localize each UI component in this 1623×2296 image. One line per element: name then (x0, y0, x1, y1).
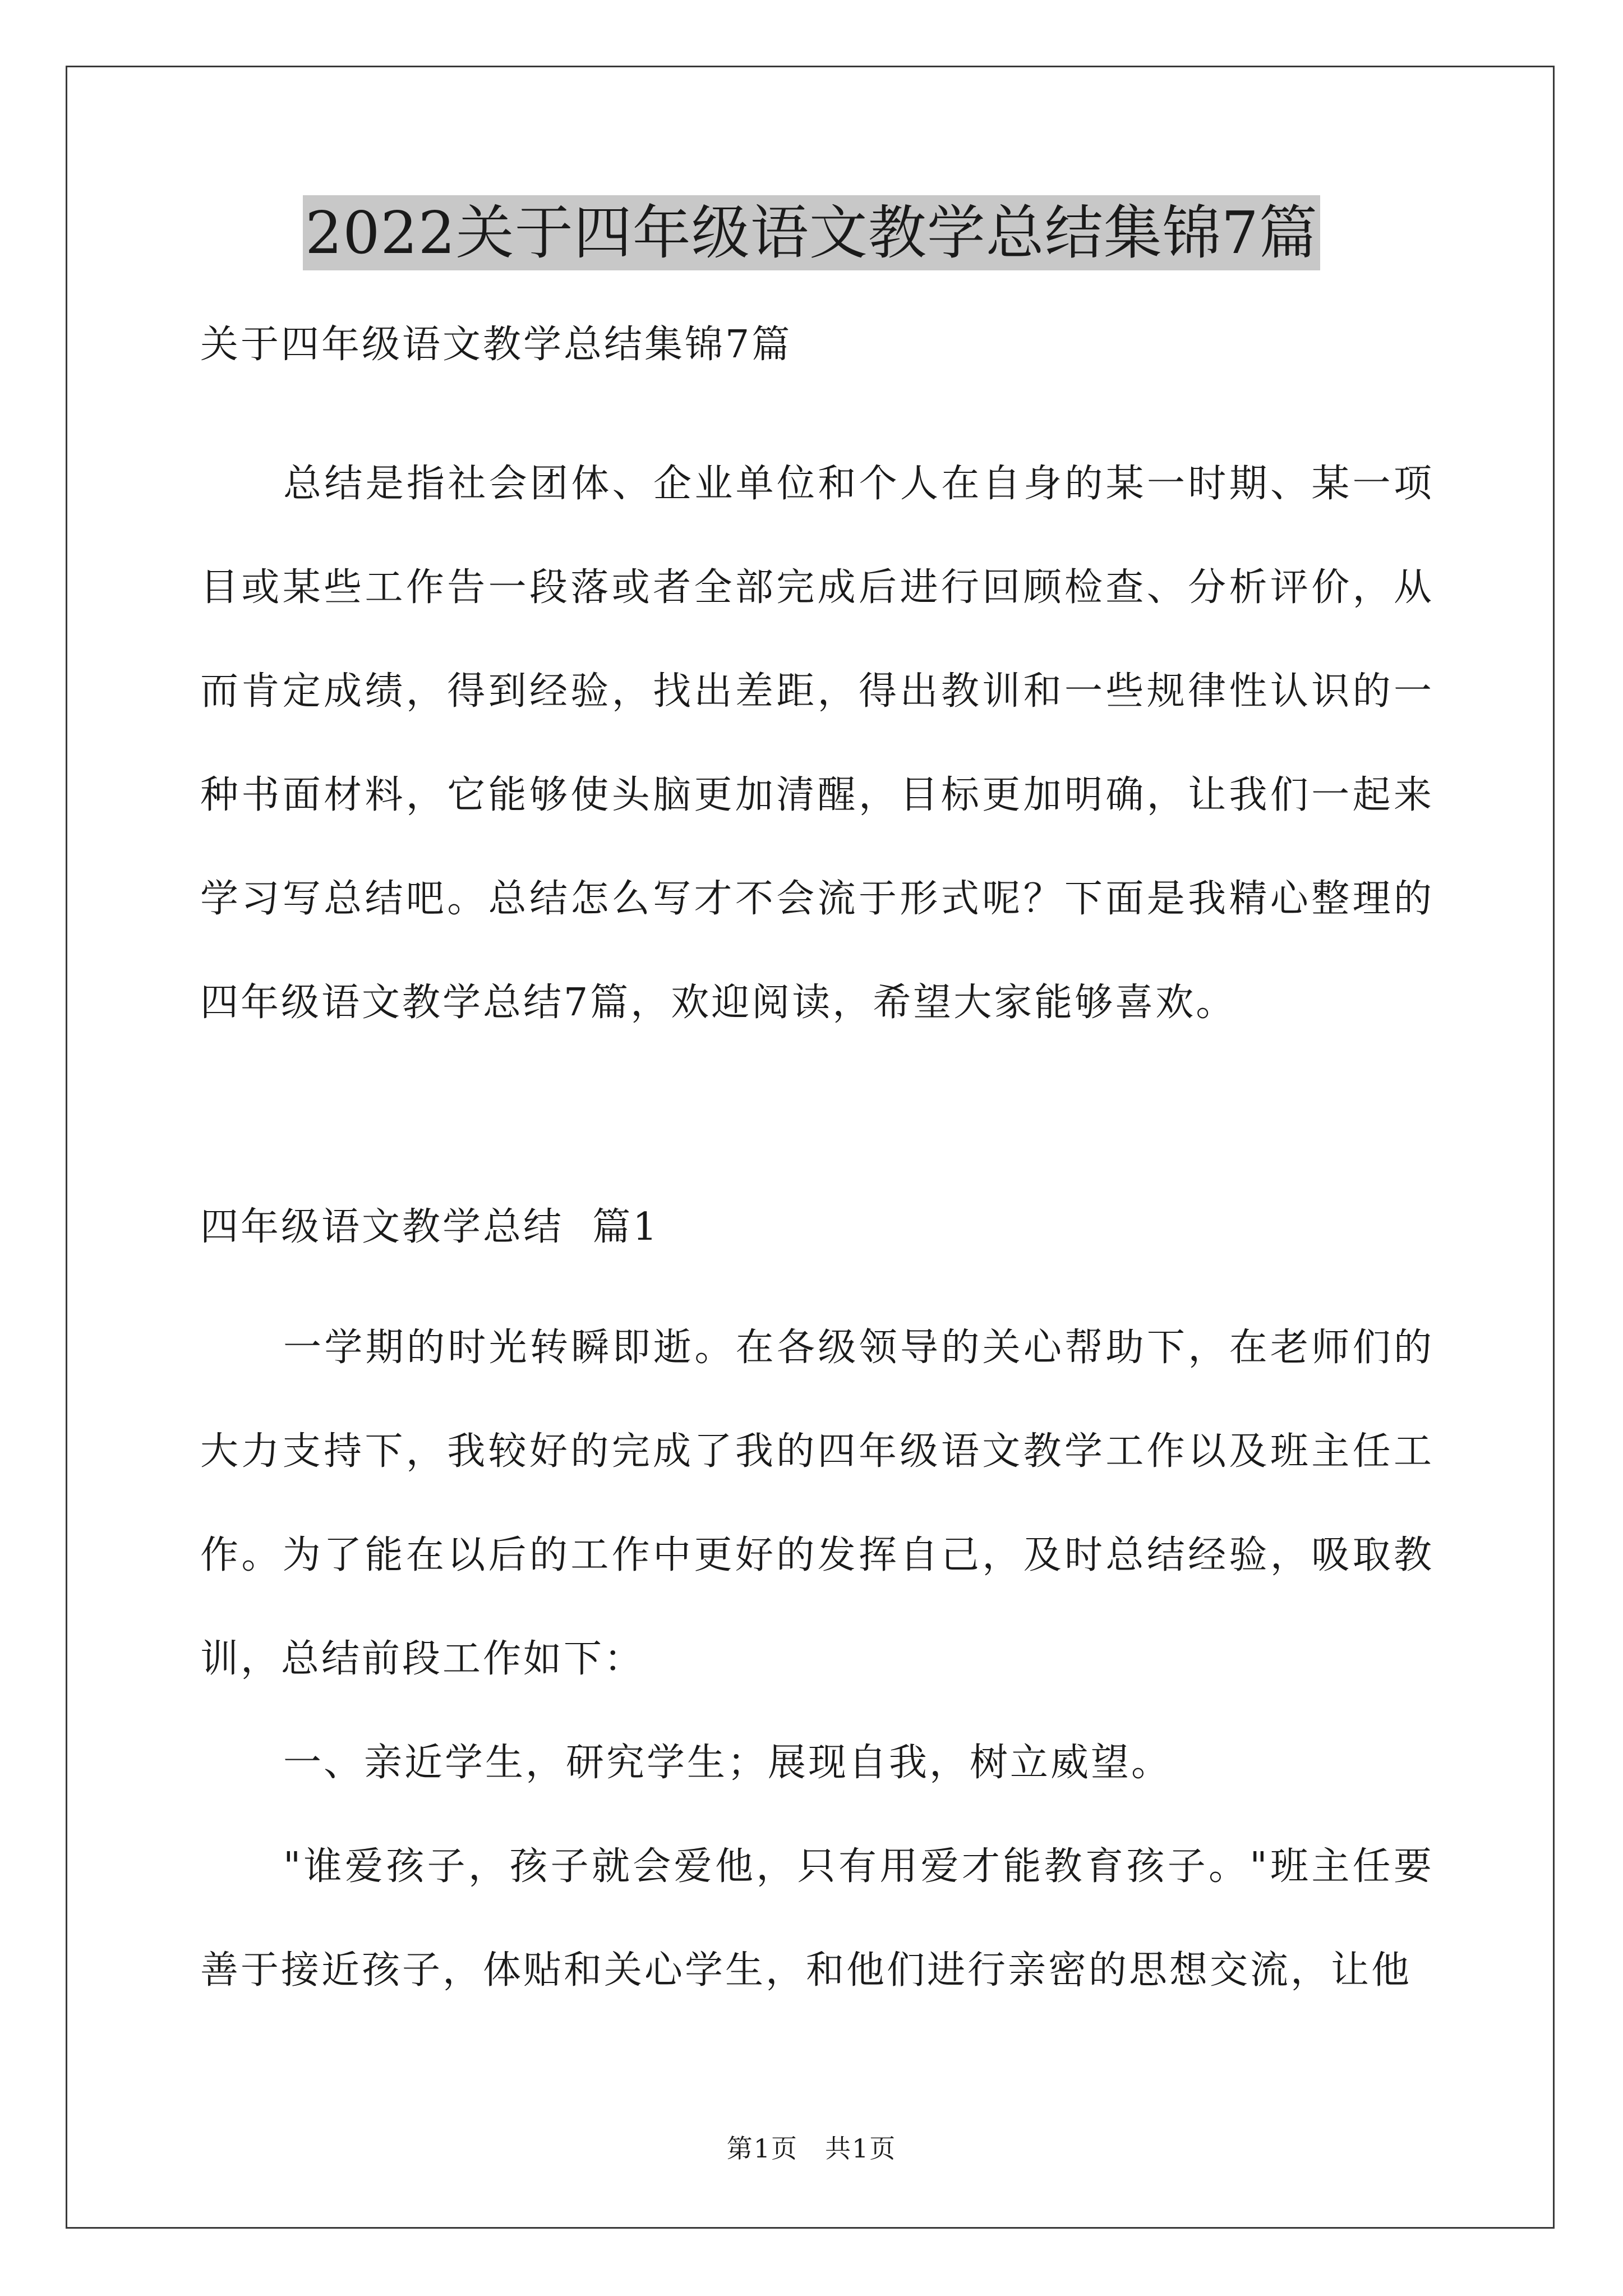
intro-paragraph: 总结是指社会团体、企业单位和个人在自身的某一时期、某一项目或某些工作告一段落或者全部完成后进行回顾检查、分析评价，从而肯定成绩，得到经验，找出差距，得出教训和一些规律性认识的一种书面材料，它能够使头脑更加清醒，目标更加明确，让我们一起来学习写总结吧。总结怎么写才不会流于形式呢？下面是我精心整理的四年级语文教学总结7篇，欢迎阅读，希望大家能够喜欢。 (200, 462, 1434, 1025)
body-paragraph-1: 一学期的时光转瞬即逝。在各级领导的关心帮助下，在老师们的大力支持下，我较好的完成了我的四年级语文教学工作以及班主任工作。为了能在以后的工作中更好的发挥自己，及时总结经验，吸取教训，总结前段工作如下： (200, 1326, 1434, 1681)
section-heading: 四年级语文教学总结 篇1 (200, 1205, 660, 1249)
document-subtitle: 关于四年级语文教学总结集锦7篇 (200, 323, 792, 367)
page-number-total: 共1页 (825, 2133, 897, 2164)
body-paragraph-2: 一、亲近学生，研究学生；展现自我，树立威望。 (283, 1741, 1172, 1785)
document-title (0, 194, 1623, 272)
body-paragraph-3: "谁爱孩子，孩子就会爱他，只有用爱才能教育孩子。"班主任要善于接近孩子，体贴和关心学生，和他们进行亲密的思想交流，让他 (200, 1844, 1434, 1993)
page-number-current: 第1页 (726, 2133, 798, 2164)
page-footer (0, 2132, 1623, 2165)
document-title-text: 2022关于四年级语文教学总结集锦7篇 (303, 195, 1320, 270)
